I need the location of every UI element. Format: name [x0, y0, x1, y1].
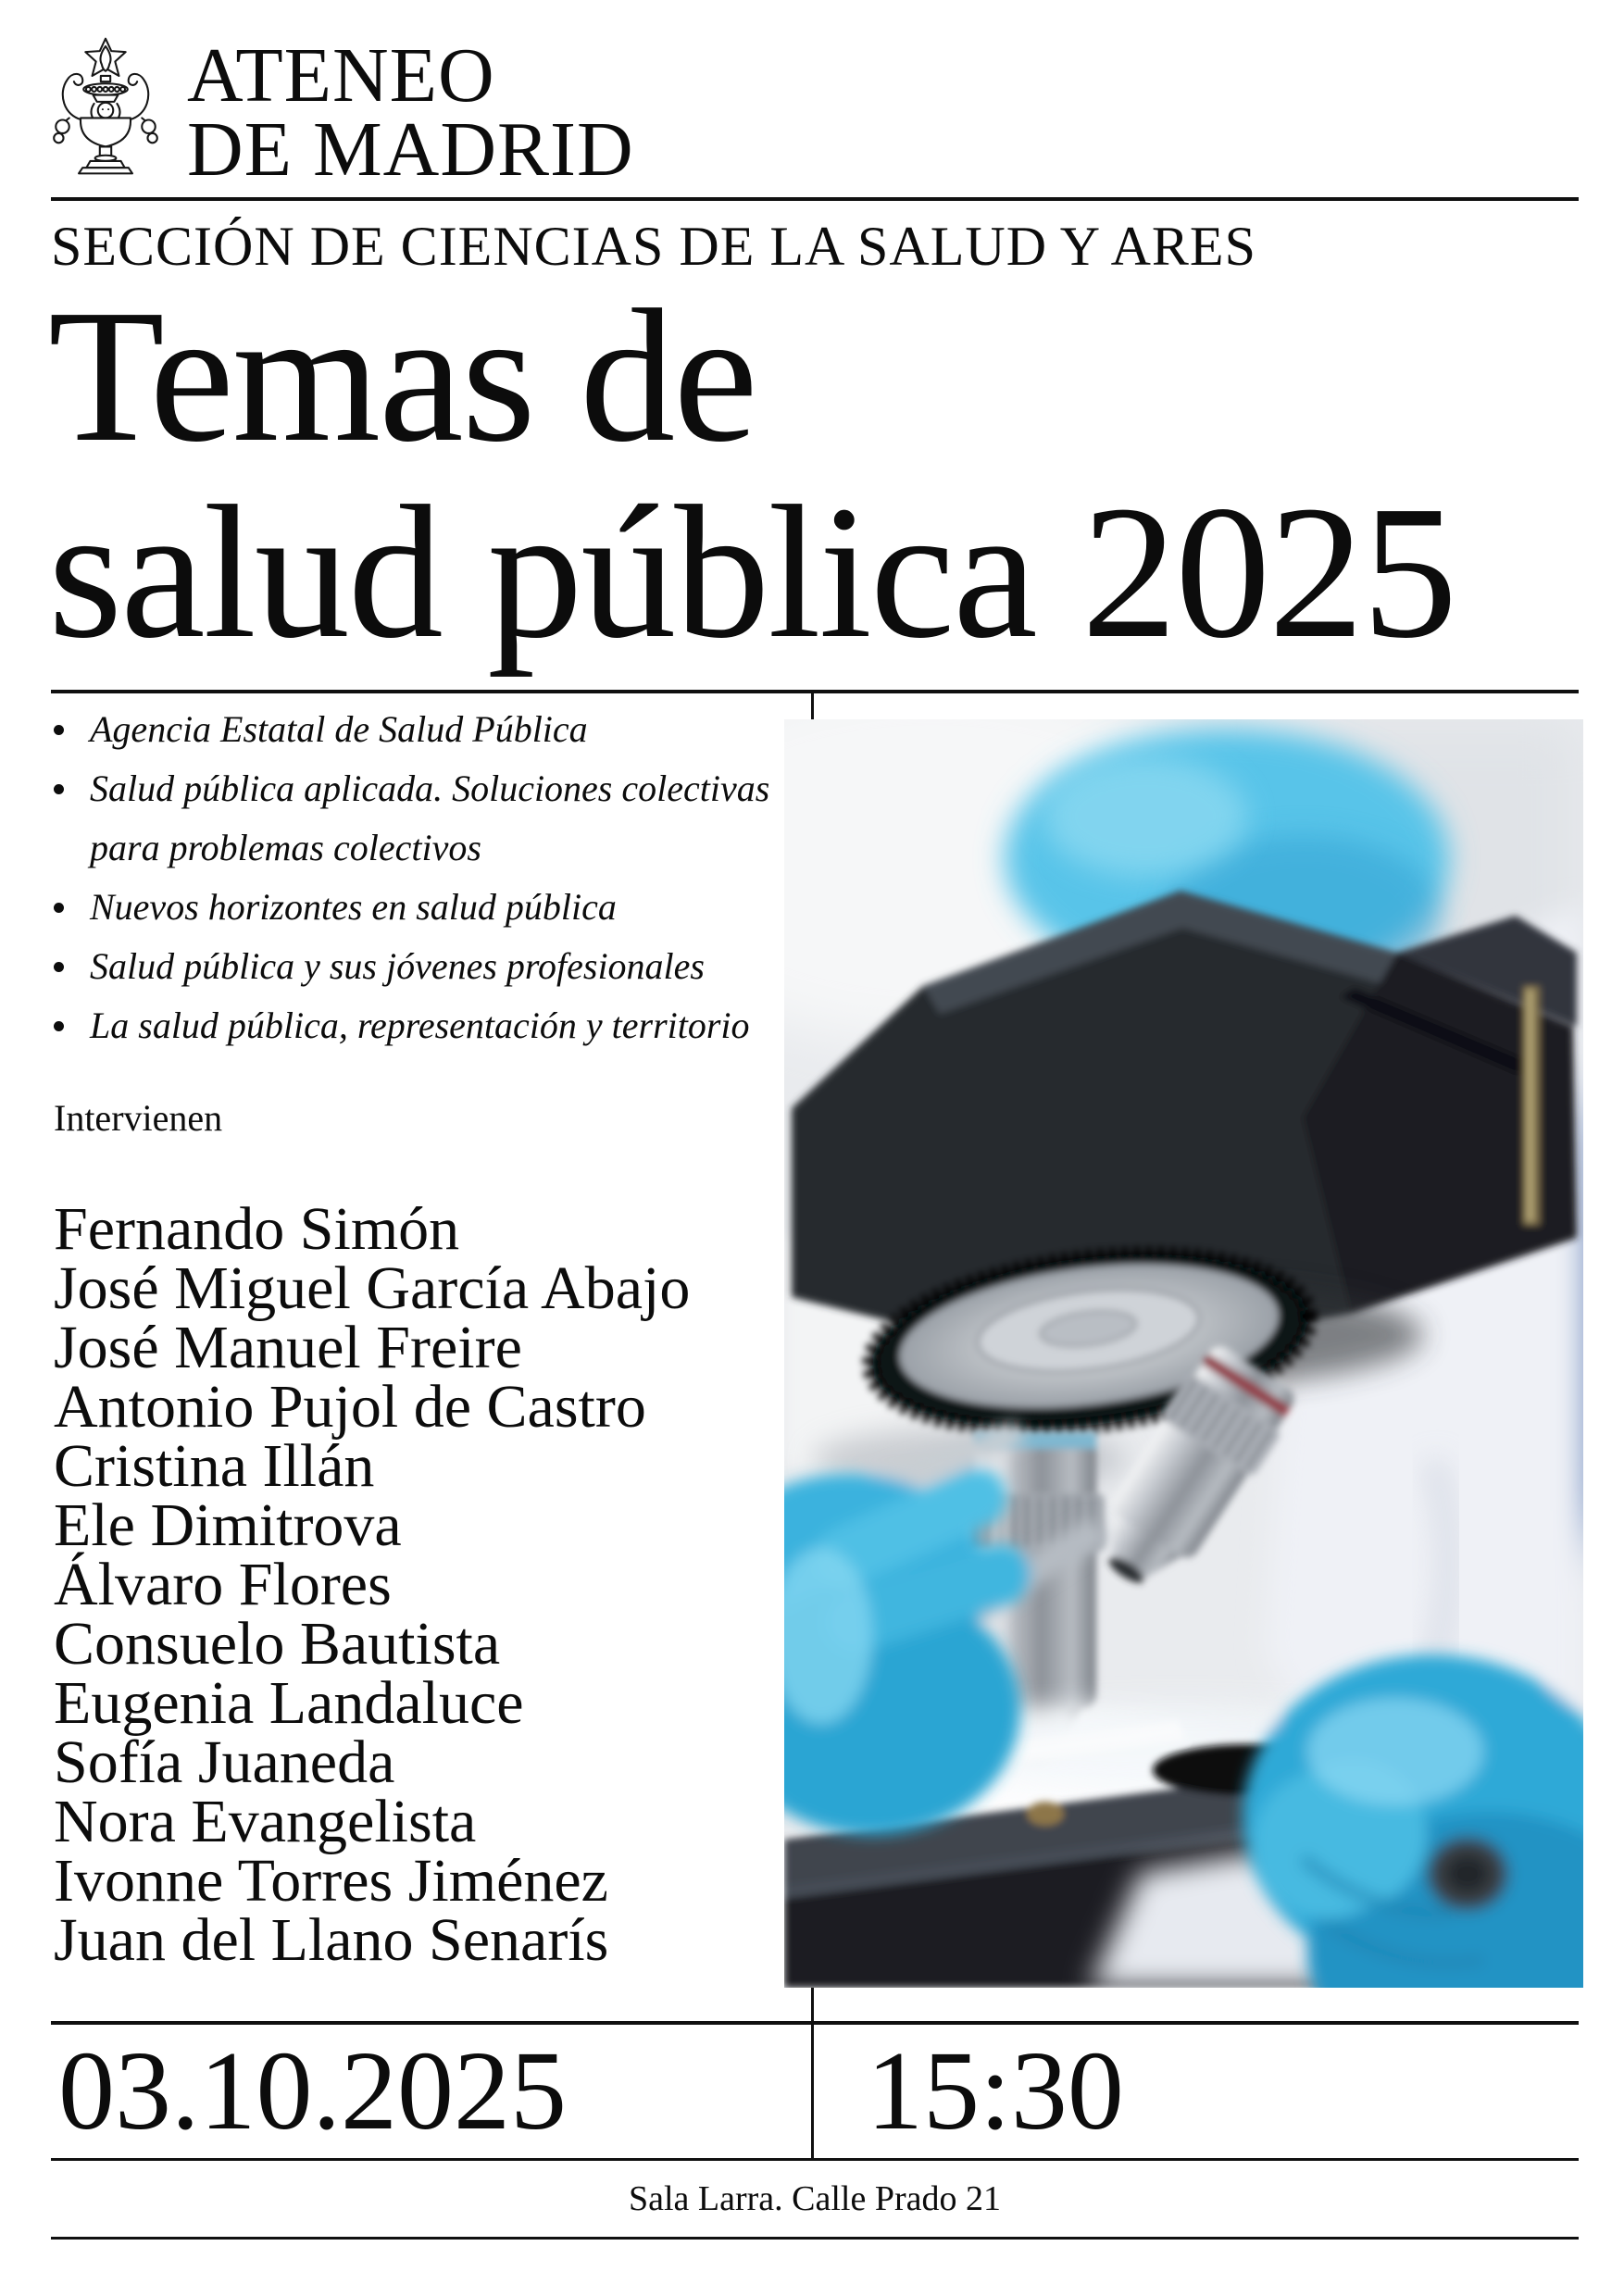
speaker-name: Fernando Simón — [54, 1195, 460, 1263]
footer-bottom-divider — [51, 2237, 1579, 2240]
poster-title — [48, 269, 1456, 678]
event-time: 15:30 — [867, 2028, 1124, 2153]
speaker-name: José Miguel García Abajo — [54, 1254, 691, 1322]
topic-item — [37, 937, 815, 996]
column-divider-bottom — [811, 1988, 814, 2158]
topic-item — [37, 700, 815, 759]
speaker-name: Ivonne Torres Jiménez — [54, 1847, 608, 1915]
section-label: SECCIÓN DE CIENCIAS DE LA SALUD Y ARES — [51, 216, 1256, 277]
event-date: 03.10.2025 — [58, 2028, 567, 2153]
footer-top-divider — [51, 2021, 1579, 2025]
speaker-list — [54, 1195, 794, 1974]
footer-middle-divider — [51, 2158, 1579, 2161]
event-venue: Sala Larra. Calle Prado 21 — [628, 2179, 1002, 2218]
speaker-name: Juan del Llano Senarís — [54, 1906, 609, 1974]
topic-item — [37, 759, 815, 878]
speaker-name: Álvaro Flores — [54, 1551, 392, 1618]
topic-list — [37, 700, 815, 1055]
topic-text: Agencia Estatal de Salud Pública — [90, 708, 588, 750]
speaker-name: Ele Dimitrova — [54, 1491, 402, 1559]
topic-text: Nuevos horizontes en salud pública — [90, 886, 617, 928]
speaker-name: Sofía Juaneda — [54, 1728, 395, 1796]
topic-text: La salud pública, representación y territorio — [90, 1004, 750, 1046]
org-name-line2: DE MADRID — [187, 106, 634, 193]
ateneo-crest-icon — [48, 33, 163, 178]
org-name-line1: ATENEO — [187, 32, 495, 119]
topic-text: Salud pública aplicada. Soluciones colectivas para problemas colectivos — [90, 767, 770, 868]
speaker-name: Antonio Pujol de Castro — [54, 1373, 646, 1441]
speaker-name: Eugenia Landaluce — [54, 1669, 524, 1737]
poster-title-line2: salud pública 2025 — [48, 466, 1456, 678]
speaker-name: Consuelo Bautista — [54, 1610, 501, 1678]
topic-item — [37, 996, 815, 1055]
topic-text: Salud pública y sus jóvenes profesionales — [90, 945, 705, 987]
speaker-name: José Manuel Freire — [54, 1314, 522, 1381]
title-divider — [51, 690, 1579, 693]
poster-title-line1: Temas de — [48, 269, 756, 481]
speaker-name: Cristina Illán — [54, 1432, 375, 1500]
topic-item — [37, 878, 815, 937]
speaker-name: Nora Evangelista — [54, 1788, 477, 1855]
speakers-label: Intervienen — [54, 1097, 223, 1139]
header-divider — [51, 197, 1579, 201]
microscope-lab-photo — [784, 719, 1583, 1988]
